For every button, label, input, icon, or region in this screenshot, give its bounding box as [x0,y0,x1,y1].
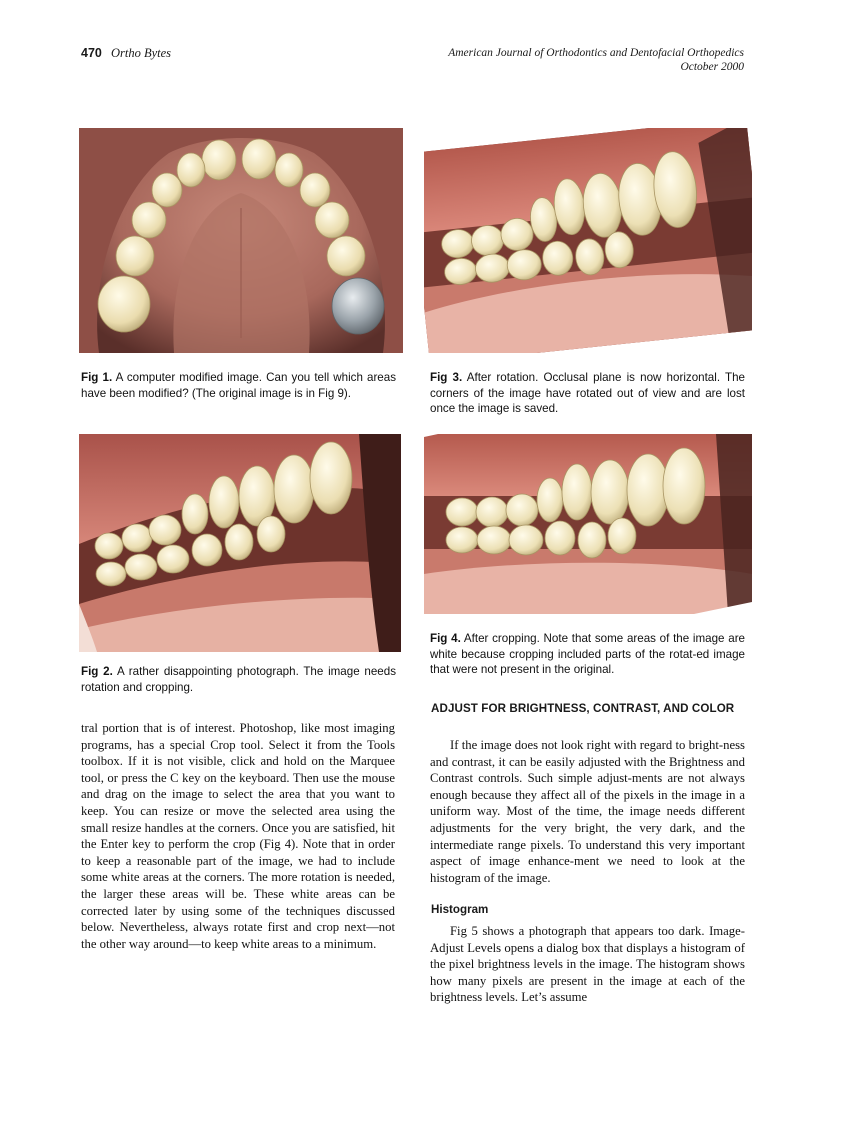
figure-2-caption [81,664,396,695]
left-column-text [81,720,395,952]
figure-3-caption [430,370,745,417]
running-title: Ortho Bytes [110,46,172,60]
left-paragraph: tral portion that is of interest. Photoshop, like most imaging programs, has a special Crop tool. Select it from the Tools toolbox. If it is not visible, click and hold on the Marquee tool, or press the C key on the keyboard. Then use the mouse and drag on the image to select the area that you want to keep. You can resize or move the selected area using the small resize handles at the corners. Once you are satisfied, hit the Enter key to perform the crop (Fig 4). Note that in order to keep a reasonable part of the image, we had to include some white areas at the corners. The more rotation is needed, the larger these areas will be. These white areas can be corrected later by using some of the techniques discussed below. Nevertheless, always rotate first and crop next—not the other way around—to keep white areas to a minimum. [81,721,395,951]
section-heading: ADJUST FOR BRIGHTNESS, CONTRAST, AND COLOR [431,702,735,715]
subheading-histogram: Histogram [431,903,489,916]
right-column-text-1 [430,737,745,886]
figure-3-caption-text: After rotation. Occlusal plane is now horizontal. The corners of the image have rotated out of view and are lost once the image is saved. [430,371,745,416]
figure-4-photo [424,434,752,614]
figure-1-caption [81,370,396,401]
figure-3-photo [424,128,752,353]
journal-name: American Journal of Orthodontics and Dentofacial Orthopedics [448,47,744,59]
running-header-right [448,46,744,74]
figure-2-label: Fig 2. [81,665,113,678]
issue-date: October 2000 [680,61,744,73]
figure-1-label: Fig 1. [81,371,113,384]
right-paragraph-1: If the image does not look right with regard to bright-ness and contrast, it can be easily adjusted with the Brightness and Contrast controls. Such simple adjust-ments are not always enough because they affect all of the pixels in the image in a uniform way. Most of the time, the image needs different adjustments for the very bright, the very dark, and the intermediate range pixels. To understand this very important aspect of image enhance-ment we need to look at the histogram of the image. [430,738,745,885]
figure-4-caption-text: After cropping. Note that some areas of the image are white because cropping included parts of the rotat-ed image that were not present in the original. [430,632,746,677]
figure-4-label: Fig 4. [430,632,461,645]
page-number: 470 [81,46,102,60]
right-paragraph-2: Fig 5 shows a photograph that appears too dark. Image-Adjust Levels opens a dialog box that displays a histogram of the pixel brightness levels in the image. The histogram shows how many pixels are present in the image at each of the brightness levels. Let’s assume [430,924,745,1005]
figure-3-label: Fig 3. [430,371,463,384]
figure-2-photo [79,434,401,652]
running-header-left [81,46,171,61]
figure-4-caption [430,631,745,678]
figure-2-caption-text: A rather disappointing photograph. The image needs rotation and cropping. [81,665,396,694]
right-column-text-2 [430,923,745,1006]
figure-1-caption-text: A computer modified image. Can you tell which areas have been modified? (The original image is in Fig 9). [81,371,397,400]
figure-1-photo [79,128,403,353]
